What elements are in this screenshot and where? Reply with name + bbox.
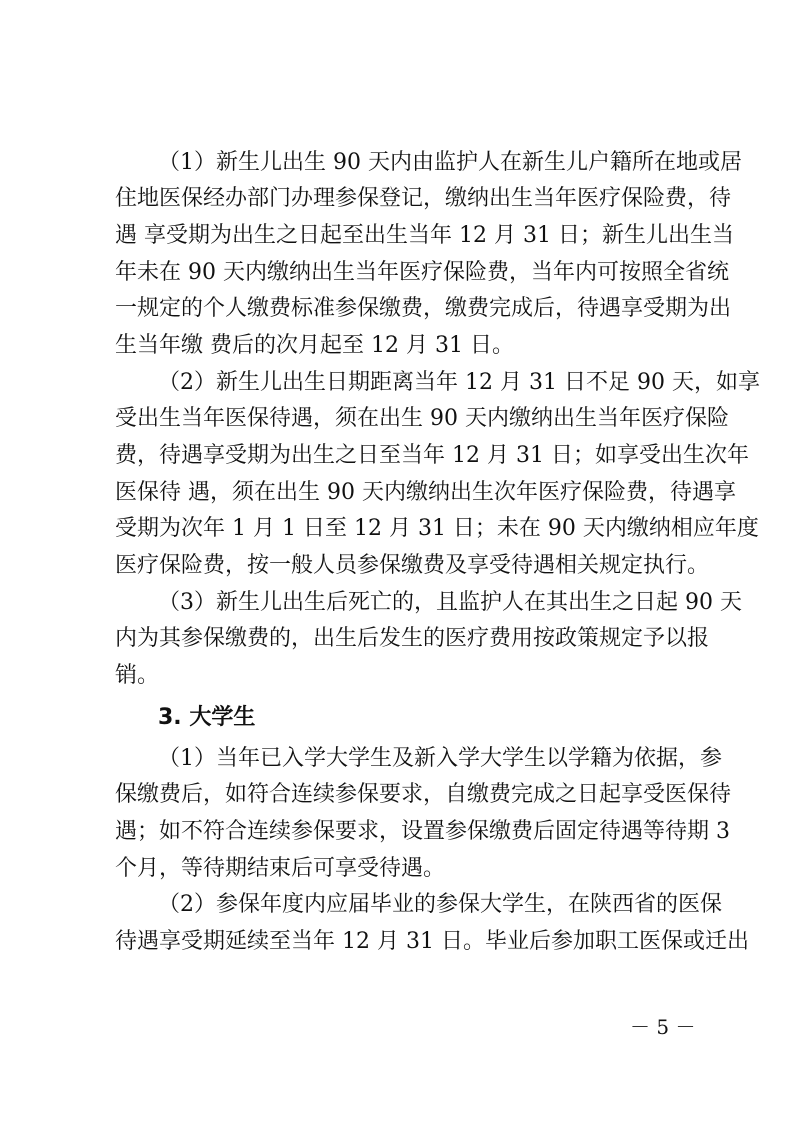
page-number: － 5 － — [630, 1015, 696, 1039]
section3-paragraph-2-line-1: （2）参保年度内应届毕业的参保大学生，在陕西省的医保 — [158, 892, 722, 917]
paragraph-3-line-3: 销。 — [115, 663, 160, 688]
paragraph-2-line-2: 受出生当年医保待遇，须在出生 90 天内缴纳出生当年医疗保险 — [115, 406, 729, 431]
section3-paragraph-1-line-2: 保缴费后，如符合连续参保要求，自缴费完成之日起享受医保待 — [115, 782, 732, 807]
section3-paragraph-1-line-4: 个月，等待期结束后可享受待遇。 — [115, 856, 446, 881]
paragraph-2-line-4: 医保待 遇，须在出生 90 天内缴纳出生次年医疗保险费，待遇享 — [115, 480, 736, 505]
paragraph-3-line-1: （3）新生儿出生后死亡的，且监护人在其出生之日起 90 天 — [158, 590, 742, 615]
paragraph-2-line-6: 医疗保险费，按一般人员参保缴费及享受待遇相关规定执行。 — [115, 553, 710, 578]
section3-paragraph-2-line-2: 待遇享受期延续至当年 12 月 31 日。毕业后参加职工医保或迁出 — [115, 929, 749, 954]
paragraph-1-line-3: 遇 享受期为出生之日起至出生当年 12 月 31 日；新生儿出生当 — [115, 223, 734, 248]
paragraph-3-line-2: 内为其参保缴费的，出生后发生的医疗费用按政策规定予以报 — [115, 626, 710, 651]
paragraph-1-line-5: 一规定的个人缴费标准参保缴费，缴费完成后，待遇享受期为出 — [115, 296, 732, 321]
section-heading: 3. 大学生 — [158, 705, 256, 730]
paragraph-2-line-1: （2）新生儿出生日期距离当年 12 月 31 日不足 90 天，如享 — [158, 370, 760, 395]
paragraph-1-line-2: 住地医保经办部门办理参保登记，缴纳出生当年医疗保险费，待 — [115, 186, 732, 211]
paragraph-2-line-3: 费，待遇享受期为出生之日至当年 12 月 31 日；如享受出生次年 — [115, 443, 749, 468]
section3-paragraph-1-line-3: 遇；如不符合连续参保要求，设置参保缴费后固定待遇等待期 3 — [115, 819, 730, 844]
paragraph-2-line-5: 受期为次年 1 月 1 日至 12 月 31 日；未在 90 天内缴纳相应年度 — [115, 516, 759, 541]
paragraph-1-line-6: 生当年缴 费后的次月起至 12 月 31 日。 — [115, 333, 514, 358]
paragraph-1-line-4: 年未在 90 天内缴纳出生当年医疗保险费，当年内可按照全省统 — [115, 260, 729, 285]
section3-paragraph-1-line-1: （1）当年已入学大学生及新入学大学生以学籍为依据，参 — [158, 746, 722, 771]
paragraph-1-line-1: （1）新生儿出生 90 天内由监护人在新生儿户籍所在地或居 — [158, 150, 742, 175]
